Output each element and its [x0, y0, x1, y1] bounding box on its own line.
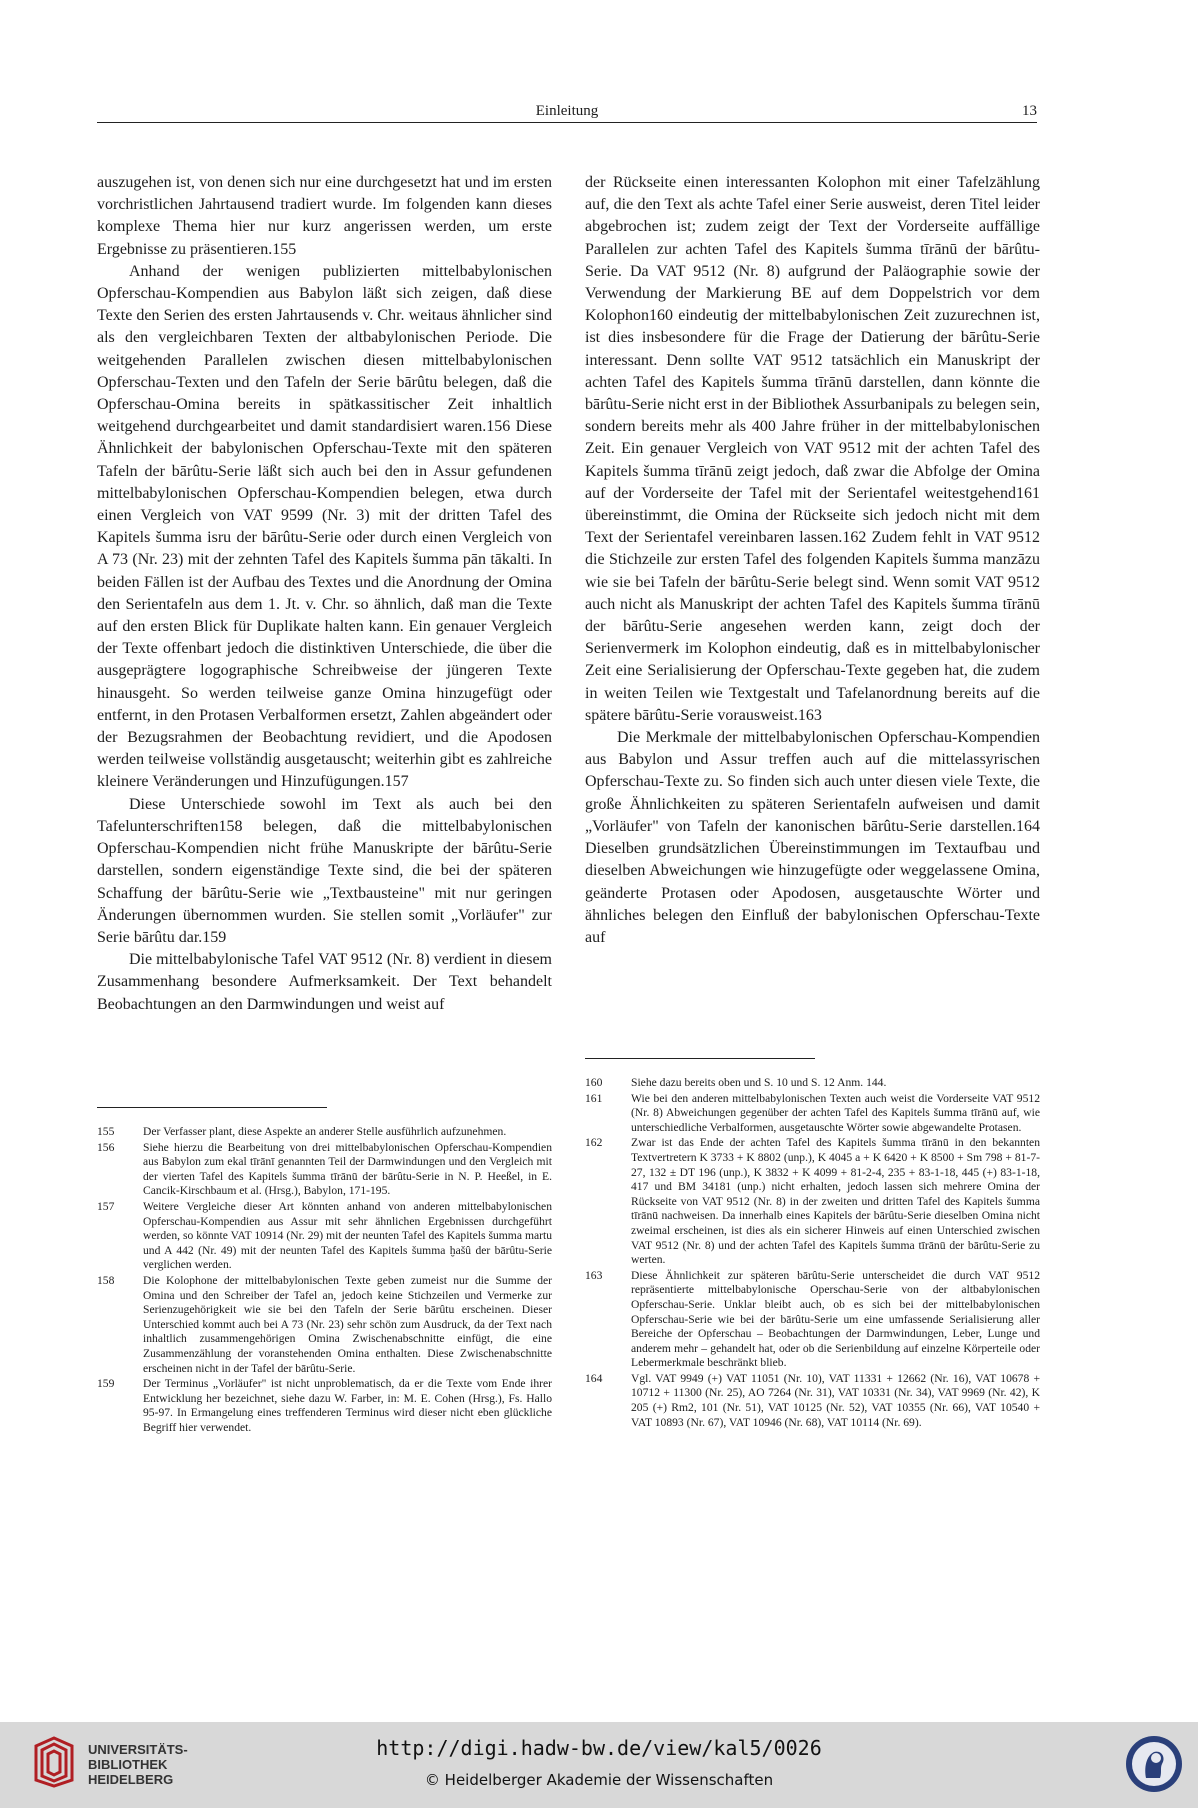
paragraph: Diese Unterschiede sowohl im Text als auch bei den Tafelunterschriften158 belegen, daß die mittelbabylonischen Opferschau-Kompendien nicht frühe Manuskripte der bārûtu-Serie darstellen, sondern eigenständige Texte sind, die bei der späteren Schaffung der bārûtu-Serie wie „Textbausteine" mit nur geringen Änderungen übernommen wurden. Sie stellen somit „Vorläufer" zur Serie bārûtu dar.159 [97, 795, 552, 946]
paragraph: Die mittelbabylonische Tafel VAT 9512 (Nr. 8) verdient in diesem Zusammenhang besondere Aufmerksamkeit. Der Text behandelt Beobachtungen an den Darmwindungen und weist auf [97, 951, 552, 1013]
running-title: Einleitung [535, 103, 599, 119]
copyright-notice: © Heidelberger Akademie der Wissenschaften [424, 1771, 774, 1789]
footnote-text: Wie bei den anderen mittelbabylonischen Texten auch weist die Vorderseite VAT 9512 (Nr. 8) Abweichungen gegenüber der achten Tafel des Kapitels šumma tīrānū auf, wie unterschiedliche Verbalformen, ausgetauschte Wörter sowie abgewandelte Protasen. [631, 1091, 1040, 1134]
footnote-number: 156 [97, 1140, 115, 1154]
footnote-number: 160 [585, 1076, 603, 1089]
footnotes-left [97, 1125, 552, 1436]
footnote [585, 1372, 1040, 1430]
right-column [585, 172, 1040, 949]
footnote-text: Siehe hierzu die Bearbeitung von drei mittelbabylonischen Opferschau-Kompendien aus Babylon zum ekal tīrānī genannten Teil der Darmwindungen und den Vergleich mit der vierten Tafel des Kapitels šumma tīrānū der bārûtu-Serie in N. P. Heeßel, in E. Cancik-Kirschbaum et al. (Hrsg.), Babylon, 171-195. [143, 1140, 552, 1198]
footnote [97, 1125, 552, 1140]
footnote-text: Weitere Vergleiche dieser Art könnten anhand von anderen mittelbabylonischen Opferschau-Kompendien aus Assur mit sehr ähnlichen Ergebnissen durchgeführt werden, so könnte VAT 10914 (Nr. 29) mit der neunten Tafel des Kapitels šumma martu und A 442 (Nr. 49) mit der neunten Tafel des Kapitels šumma ḫašû der bārûtu-Serie verglichen werden. [143, 1199, 552, 1272]
footnote [585, 1269, 1040, 1371]
footnote-number: 159 [97, 1377, 115, 1391]
paragraph: Anhand der wenigen publizierten mittelbabylonischen Opferschau-Kompendien aus Babylon läßt sich zeigen, daß diese Texte den Serien des ersten Jahrtausends v. Chr. weitaus ähnlicher sind als den vergleichbaren Texten der altbabylonischen Periode. Die weitgehenden Parallelen zwischen diesen mittelbabylonischen Opferschau-Texten und den Tafeln der Serie bārûtu belegen, daß die Opferschau-Omina bereits in spätkassitischer Zeit inhaltlich weitgehend durchgearbeitet und damit standardisiert waren.156 Diese Ähnlichkeit der babylonischen Opferschau-Texte mit den späteren Tafeln der bārûtu-Serie läßt sich auch bei den in Assur gefundenen mittelbabylonischen Opferschau-Kompendien belegen, etwa durch einen Vergleich von VAT 9599 (Nr. 3) mit der dritten Tafel des Kapitels šumma isru der bārûtu-Serie oder durch einen Vergleich von A 73 (Nr. 23) mit der zehnten Tafel des Kapitels šumma pān tākalti. In beiden Fällen ist der Aufbau des Textes und die Anordnung der Omina den Serientafeln aus dem 1. Jt. v. Chr. so ähnlich, daß man die Texte auf den ersten Blick für Duplikate halten kann. Ein genauer Vergleich der Texte offenbart jedoch die distinktiven Unterschiede, die über die ausgeprägtere logographische Schreibweise der jüngeren Texte hinausgeht. So werden teilweise ganze Omina hinzugefügt oder entfernt, in den Protasen Verbalformen ersetzt, Zahlen abgeändert oder der Bezugsrahmen der Beobachtung revidiert, und die Apodosen werden teilweise vollständig ausgetauscht; weiterhin gibt es zahlreiche kleinere Veränderungen und Hinzufügungen.157 [97, 262, 552, 791]
running-header [97, 100, 1037, 123]
footnote-number: 163 [585, 1268, 603, 1282]
paragraph: der Rückseite einen interessanten Kolophon mit einer Tafelzählung auf, die den Text als achte Tafel einer Serie ausweist, deren Titel leider abgebrochen ist; zudem zeigt der Text der Vorderseite auffällige Parallelen zur achten Tafel des Kapitels šumma tīrānū der bārûtu-Serie. Da VAT 9512 (Nr. 8) aufgrund der Paläographie sowie der Verwendung der Markierung BE auf dem Doppelstrich vor dem Kolophon160 eindeutig der mittelbabylonischen Zeit zuzurechnen ist, ist dies insbesondere für die Frage der Datierung der bārûtu-Serie interessant. Denn sollte VAT 9512 tatsächlich ein Manuskript der achten Tafel des Kapitels šumma tīrānū darstellen, dann könnte die bārûtu-Serie nicht erst in der Bibliothek Assurbanipals zu belegen sein, sondern bereits mehr als 400 Jahre früher in der mittelbabylonischen Zeit. Ein genauer Vergleich von VAT 9512 mit der achten Tafel des Kapitels šumma tīrānū zeigt jedoch, daß zwar die Abfolge der Omina auf der Vorderseite der Tafel mit der Serientafel weitestgehend161 übereinstimmt, die Omina der Rückseite sich jedoch nicht mit dem Text der Serientafel vereinbaren lassen.162 Zudem fehlt in VAT 9512 die Stichzeile zur ersten Tafel des folgenden Kapitels šumma manzāzu wie sie bei Tafeln der bārûtu-Serie belegt sind. Wenn somit VAT 9512 auch nicht als Manuskript der achten Tafel des Kapitels šumma tīrānū der bārûtu-Serie angesehen werden kann, zeigt doch der Serienvermerk im Kolophon eindeutig, daß es in mittelbabylonischer Zeit eine Serialisierung der Opferschau-Texte gegeben hat, die zudem in weiten Teilen wie Textgestalt und Tafelanordnung bereits auf die spätere bārûtu-Serie vorausweist.163 [585, 174, 1040, 724]
footnote [585, 1136, 1040, 1267]
permalink-url[interactable]: http://digi.hadw-bw.de/view/kal5/0026 [376, 1736, 822, 1760]
footnote [97, 1274, 552, 1376]
footnote-rule-right [585, 1058, 815, 1059]
footnote-rule-left [97, 1107, 327, 1108]
footnote [585, 1092, 1040, 1136]
academy-seal-icon [1124, 1734, 1184, 1794]
footnote-text: Der Terminus „Vorläufer" ist nicht unproblematisch, da er die Texte vom Ende ihrer Entwicklung her bezeichnet, siehe dazu W. Farber, in: M. E. Cohen (Hrsg.), Fs. Hallo 95-97. In Ermangelung eines treffenderen Terminus wird dieser nicht eben glückliche Begriff hier verwendet. [143, 1377, 552, 1434]
footnote-text: Diese Ähnlichkeit zur späteren bārûtu-Serie unterscheidet die durch VAT 9512 repräsentierte mittelbabylonische Operschau-Serie von der altbabylonischen Opferschau-Serie. Unklar bleibt auch, ob es sich bei der mittelbabylonischen Opferschau-Serie wie bei der bārûtu-Serie um eine umfassende Serialisierung aller Bereiche der Opferschau – Beobachtungen der Darmwindungen, Leber, Lunge und anderem mehr – gehandelt hat, oder ob die Serienbildung auf einzelne Körperteile oder Lebermerkmale beschränkt blieb. [631, 1268, 1040, 1370]
footnotes-right [585, 1076, 1040, 1431]
footnote [97, 1200, 552, 1273]
footnote-number: 158 [97, 1273, 115, 1287]
footnote-number: 162 [585, 1136, 603, 1150]
footnote-number: 157 [97, 1199, 115, 1213]
footnote-text: Der Verfasser plant, diese Aspekte an anderer Stelle ausführlich aufzunehmen. [143, 1125, 507, 1138]
library-name: UNIVERSITÄTS- BIBLIOTHEK HEIDELBERG [88, 1742, 188, 1787]
footnote-number: 155 [97, 1125, 115, 1138]
footnote-text: Siehe dazu bereits oben und S. 10 und S. 12 Anm. 144. [631, 1076, 887, 1089]
footnote [585, 1076, 1040, 1091]
viewer-footer-bar [0, 1722, 1198, 1808]
footnote-text: Die Kolophone der mittelbabylonischen Texte geben zumeist nur die Summe der Omina und den Schreiber der Tafel an, jedoch keine Stichzeilen und Vermerke zur Serienzugehörigkeit wie sie bei den Tafeln der Serie bārûtu erscheinen. Dieser Unterschied kommt auch bei A 73 (Nr. 23) sehr schön zum Ausdruck, da der Text nach inhaltlich zusammengehörigen Omina Zwischenabschnitte einfügt, die eine Zusammenzählung der voranstehenden Omina enthalten. Diese Zwischenabschnitte erscheinen nicht in der Tafel der bārûtu-Serie. [143, 1273, 552, 1375]
footnote [97, 1377, 552, 1435]
footnote-text: Zwar ist das Ende der achten Tafel des Kapitels šumma tīrānū in den bekannten Textvertretern K 3733 + K 8802 (unp.), K 4045 a + K 6420 + K 8500 + Sm 798 + 81-7-27, 132 ± DT 196 (unp.), K 3832 + K 4099 + 81-2-4, 235 + 83-1-18, 445 (+) 83-1-18, 417 und BM 34181 (unp.) nicht erhalten, jedoch lassen sich mehrere Omina der Rückseite von VAT 9512 (Nr. 8) in der zweiten und dritten Tafel des Kapitels šumma tīrānū nachweisen. Da innerhalb eines Kapitels der bārûtu-Serie dieselben Omina nicht zweimal erscheinen, ist dies als ein sicherer Hinweis auf einen Unterschied zwischen VAT 9512 (Nr. 8) und der achten Tafel des Kapitels šumma tīrānū der bārûtu-Serie zu werten. [631, 1136, 1040, 1267]
footnote-number: 164 [585, 1371, 603, 1385]
page-number: 13 [1022, 103, 1037, 119]
paragraph: auszugehen ist, von denen sich nur eine durchgesetzt hat und im ersten vorchristlichen Jahrtausend tradiert wurde. Im folgenden kann dieses komplexe Thema hier nur kurz angerissen werden, um erste Ergebnisse zu präsentieren.155 [97, 174, 552, 258]
footnote-number: 161 [585, 1091, 603, 1105]
footnote [97, 1141, 552, 1199]
footnote-text: Vgl. VAT 9949 (+) VAT 11051 (Nr. 10), VAT 11331 + 12662 (Nr. 16), VAT 10678 + 10712 + 11300 (Nr. 25), AO 7264 (Nr. 31), VAT 10331 (Nr. 34), VAT 9969 (Nr. 42), K 205 (+) Rm2, 101 (Nr. 51), VAT 10125 (Nr. 52), VAT 10355 (Nr. 66), VAT 10540 + VAT 10893 (Nr. 67), VAT 10946 (Nr. 68), VAT 10114 (Nr. 69). [631, 1371, 1040, 1429]
paragraph: Die Merkmale der mittelbabylonischen Opferschau-Kompendien aus Babylon und Assur treffen auch auf die mittelassyrischen Opferschau-Texte zu. So finden sich auch unter diesen viele Texte, die große Ähnlichkeiten zu späteren Serientafeln aufweisen und damit „Vorläufer" von Tafeln der kanonischen bārûtu-Serie darstellen.164 Dieselben grundsätzlichen Übereinstimmungen im Textaufbau und dieselben Abweichungen wie hinzugefügte oder weggelassene Omina, geänderte Protasen oder Apodosen, ausgetauschte Wörter und ähnliches belegen den Einfluß der babylonischen Opferschau-Texte auf [585, 729, 1040, 946]
left-column [97, 172, 552, 1016]
